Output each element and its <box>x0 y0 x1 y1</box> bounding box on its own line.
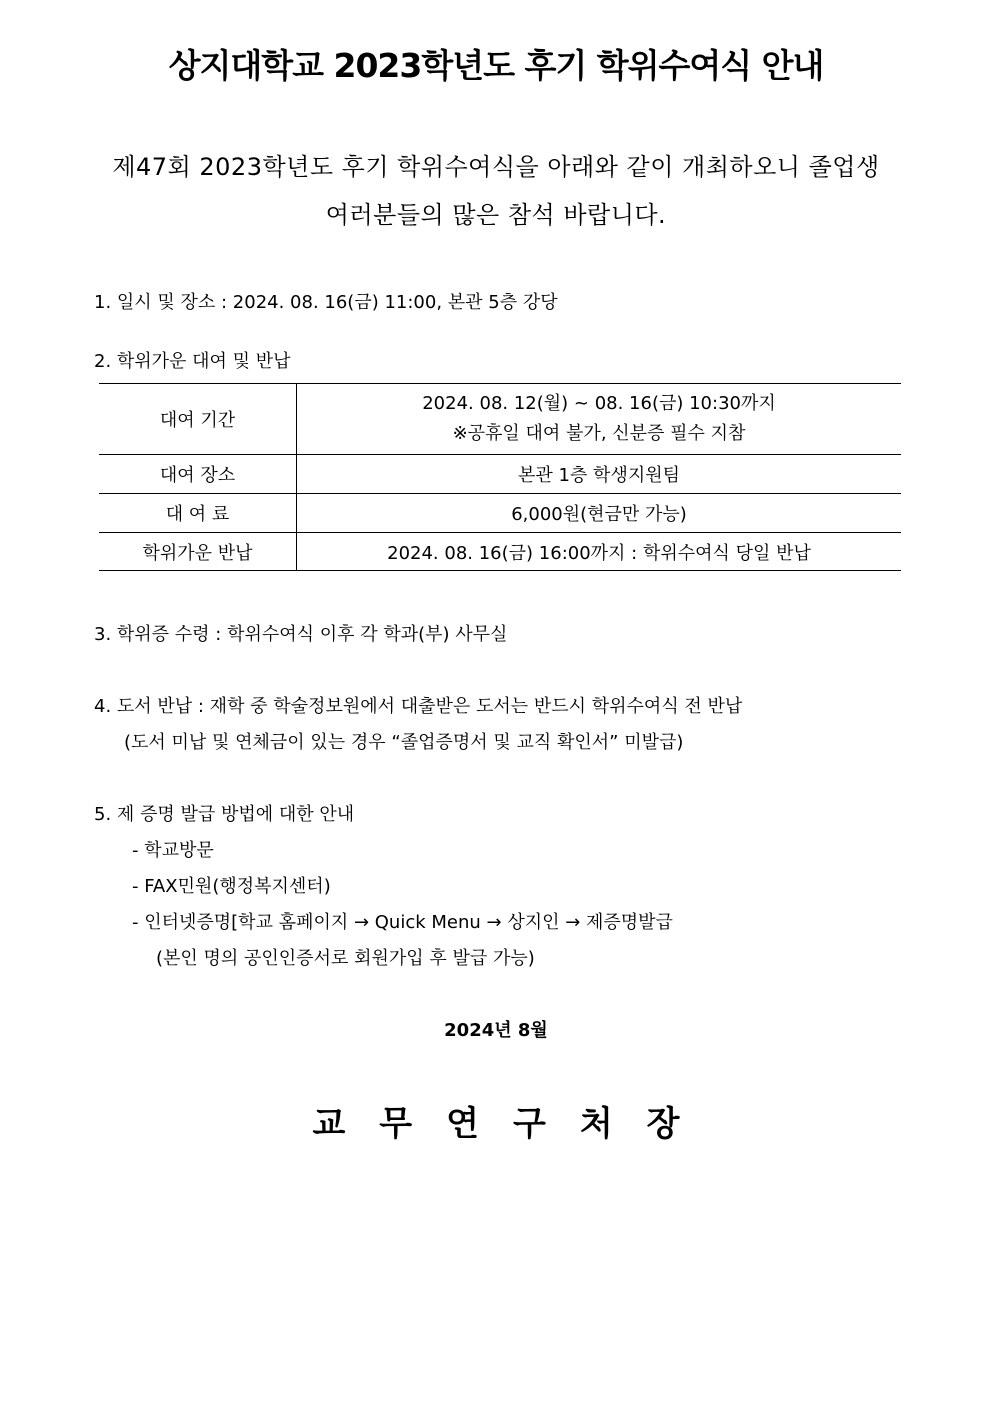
rental-fee-value: 6,000원(현금만 가능) <box>297 494 902 533</box>
cert-note: (본인 명의 공인인증서로 회원가입 후 발급 가능) <box>156 948 535 969</box>
rental-period-note: ※공휴일 대여 불가, 신분증 필수 지참 <box>452 423 746 444</box>
gown-rental-table <box>99 383 901 571</box>
intro-line-2: 여러분들의 많은 참석 바랍니다. <box>325 201 667 229</box>
diploma-item: 3. 학위증 수령 : 학위수여식 이후 각 학과(부) 사무실 <box>94 624 508 645</box>
table-label-cell: 학위가운 반납 <box>99 533 297 571</box>
book-return-item: 4. 도서 반납 : 재학 중 학술정보원에서 대출받은 도서는 반드시 학위수여식 전 반납 <box>94 696 743 717</box>
document-title: 상지대학교 2023학년도 후기 학위수여식 안내 <box>168 46 824 85</box>
intro-paragraph <box>0 143 992 239</box>
schedule-item: 1. 일시 및 장소 : 2024. 08. 16(금) 11:00, 본관 5층 강당 <box>94 292 558 313</box>
rental-place-value: 본관 1층 학생지원팀 <box>297 455 902 494</box>
table-row <box>99 455 901 494</box>
book-return-note: (도서 미납 및 연체금이 있는 경우 “졸업증명서 및 교직 확인서” 미발급) <box>124 732 684 753</box>
document-date: 2024년 8월 <box>444 1020 548 1041</box>
table-label-cell: 대여 장소 <box>99 455 297 494</box>
cert-method-visit: - 학교방문 <box>132 840 214 861</box>
cert-method-fax: - FAX민원(행정복지센터) <box>132 876 331 897</box>
table-row <box>99 384 901 455</box>
cert-heading: 5. 제 증명 발급 방법에 대한 안내 <box>94 804 355 825</box>
table-label-cell: 대여 기간 <box>99 384 297 455</box>
gown-heading: 2. 학위가운 대여 및 반납 <box>94 351 291 372</box>
table-value-cell <box>297 384 902 455</box>
issuing-office: 교무연구처장 <box>312 1104 714 1144</box>
intro-line-1: 제47회 2023학년도 후기 학위수여식을 아래와 같이 개최하오니 졸업생 <box>112 153 880 181</box>
cert-method-internet: - 인터넷증명[학교 홈페이지 → Quick Menu → 상지인 → 제증명발급 <box>132 912 673 933</box>
table-row <box>99 494 901 533</box>
table-label-cell: 대 여 료 <box>99 494 297 533</box>
table-row <box>99 533 901 571</box>
gown-return-value: 2024. 08. 16(금) 16:00까지 : 학위수여식 당일 반납 <box>297 533 902 571</box>
rental-period-value: 2024. 08. 12(월) ~ 08. 16(금) 10:30까지 <box>422 393 776 414</box>
